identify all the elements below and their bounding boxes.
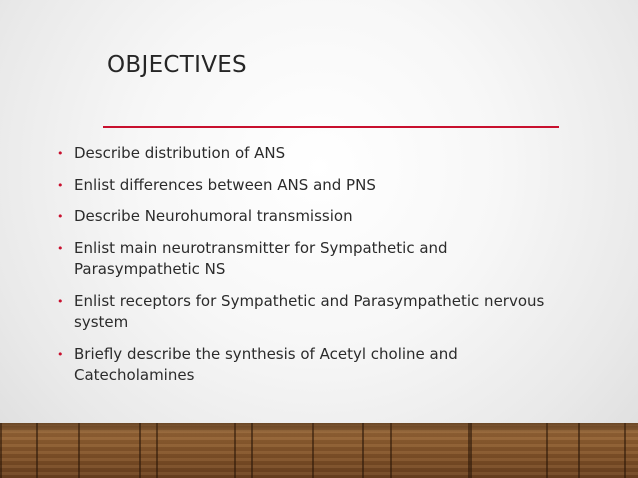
bullet-icon: • bbox=[57, 210, 64, 223]
list-item-text: Briefly describe the synthesis of Acetyl choline and Catecholamines bbox=[74, 344, 458, 384]
bullet-icon: • bbox=[57, 347, 64, 361]
bullet-icon: • bbox=[57, 178, 64, 192]
list-item-text: Describe Neurohumoral transmission bbox=[74, 207, 353, 225]
bullet-icon: • bbox=[57, 294, 64, 308]
floor-shadow bbox=[0, 423, 638, 433]
floor-plank-seam bbox=[251, 423, 253, 478]
floor-plank-seam bbox=[139, 423, 141, 478]
objectives-list bbox=[57, 143, 597, 397]
floor-plank-seam bbox=[470, 423, 472, 478]
bullet-icon: • bbox=[57, 241, 64, 255]
list-item bbox=[57, 291, 594, 334]
list-item bbox=[57, 175, 597, 197]
bullet-icon: • bbox=[57, 147, 64, 160]
list-item bbox=[57, 206, 597, 228]
floor-plank-seam bbox=[578, 423, 580, 478]
list-item bbox=[57, 344, 504, 387]
slide-title: OBJECTIVES bbox=[107, 52, 247, 78]
list-item bbox=[57, 238, 494, 281]
floor-plank-seam bbox=[362, 423, 364, 478]
floor-plank-seam bbox=[36, 423, 38, 478]
list-item-text: Enlist receptors for Sympathetic and Parasympathetic nervous system bbox=[74, 291, 545, 331]
list-item-text: Enlist main neurotransmitter for Sympathetic and Parasympathetic NS bbox=[74, 238, 448, 278]
list-item-text: Enlist differences between ANS and PNS bbox=[74, 175, 376, 194]
list-item bbox=[57, 143, 597, 165]
list-item-text: Describe distribution of ANS bbox=[74, 144, 286, 162]
title-underline bbox=[103, 126, 559, 128]
